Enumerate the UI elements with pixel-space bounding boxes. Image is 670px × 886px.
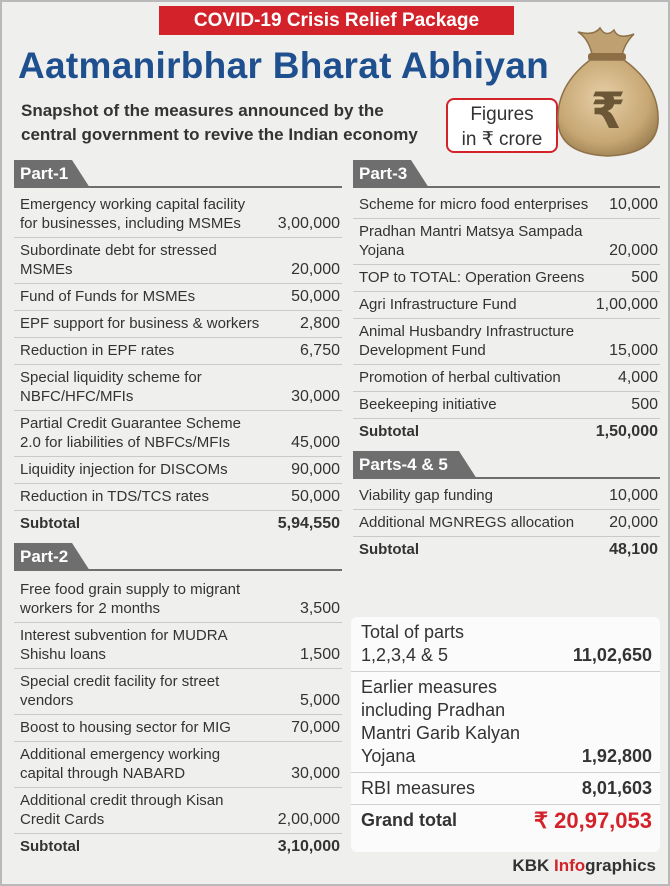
part45-heading: Parts-4 & 5 <box>353 451 459 479</box>
table-row <box>353 510 660 537</box>
credit-line <box>512 856 656 876</box>
table-row <box>14 411 342 457</box>
row-value: 50,000 <box>291 288 340 305</box>
part1-heading: Part-1 <box>14 160 72 188</box>
banner: COVID-19 Crisis Relief Package <box>159 6 514 35</box>
subtotal-label: Subtotal <box>359 423 419 440</box>
row-label: TOP to TOTAL: Operation Greens <box>359 269 585 286</box>
part45-header <box>353 451 660 479</box>
row-label: Additional MGNREGS allocation <box>359 514 575 531</box>
row-label: EPF support for business & workers <box>20 315 260 332</box>
table-row <box>14 577 342 623</box>
row-label: Special credit facility for street vendors <box>20 673 220 709</box>
credit-highlight: Info <box>553 856 586 875</box>
table-row <box>14 192 342 238</box>
part3-header <box>353 160 660 188</box>
rbi-measures-label: RBI measures <box>361 778 476 798</box>
subtotal-label: Subtotal <box>20 838 80 855</box>
grand-total-value: ₹ 20,97,053 <box>534 808 652 833</box>
part45-subtotal <box>353 537 660 563</box>
figures-note <box>446 98 558 153</box>
subtotal-value: 5,94,550 <box>277 515 340 532</box>
table-row <box>353 219 660 265</box>
table-row <box>14 238 342 284</box>
row-label: Reduction in EPF rates <box>20 342 175 359</box>
left-column <box>14 160 342 860</box>
row-value: 5,000 <box>299 692 340 709</box>
total-of-parts-value: 11,02,650 <box>572 645 652 665</box>
row-value: 15,000 <box>609 342 658 359</box>
row-label: Boost to housing sector for MIG <box>20 719 231 736</box>
part3-heading: Part-3 <box>353 160 411 188</box>
table-row <box>14 623 342 669</box>
table-row <box>353 365 660 392</box>
page-title: Aatmanirbhar Bharat Abhiyan <box>18 45 549 86</box>
row-label: Liquidity injection for DISCOMs <box>20 461 228 478</box>
row-value: 70,000 <box>291 719 340 736</box>
part1-subtotal <box>14 511 342 537</box>
row-value: 50,000 <box>291 488 340 505</box>
subtotal-label: Subtotal <box>20 515 80 532</box>
subtotal-value: 1,50,000 <box>595 423 658 440</box>
row-label: Promotion of herbal cultivation <box>359 369 561 386</box>
row-value: 20,000 <box>291 261 340 278</box>
row-label: Pradhan Mantri Matsya Sampada Yojana <box>359 223 583 259</box>
part3-subtotal <box>353 419 660 445</box>
row-label: Reduction in TDS/TCS rates <box>20 488 209 505</box>
table-row <box>14 715 342 742</box>
row-value: 4,000 <box>617 369 658 386</box>
rbi-measures-value: 8,01,603 <box>581 778 652 798</box>
row-value: 2,00,000 <box>277 811 340 828</box>
row-label: Beekeeping initiative <box>359 396 497 413</box>
table-row <box>14 338 342 365</box>
grand-total-row <box>351 805 660 836</box>
subtotal-value: 3,10,000 <box>277 838 340 855</box>
row-label: Additional credit through Kisan Credit Cards <box>20 792 224 828</box>
row-value: 30,000 <box>291 765 340 782</box>
part2-subtotal <box>14 834 342 860</box>
subtotal-label: Subtotal <box>359 541 419 558</box>
table-row <box>14 457 342 484</box>
figures-note-line2: in ₹ crore <box>461 129 543 150</box>
row-value: 20,000 <box>609 242 658 259</box>
row-label: Fund of Funds for MSMEs <box>20 288 196 305</box>
row-label: Special liquidity scheme for NBFC/HFC/MFIs <box>20 369 202 405</box>
row-label: Subordinate debt for stressed MSMEs <box>20 242 217 278</box>
part45-table <box>353 483 660 537</box>
row-value: 2,800 <box>299 315 340 332</box>
row-label: Scheme for micro food enterprises <box>359 196 589 213</box>
row-label: Animal Husbandry Infrastructure Development Fund <box>359 323 575 359</box>
row-value: 10,000 <box>609 196 658 213</box>
table-row <box>14 311 342 338</box>
table-row <box>353 192 660 219</box>
earlier-measures-row <box>351 672 660 773</box>
row-value: 20,000 <box>609 514 658 531</box>
credit-prefix: KBK <box>512 856 554 875</box>
table-row <box>353 292 660 319</box>
part1-header <box>14 160 342 188</box>
row-label: Emergency working capital facility for businesses, including MSMEs <box>20 196 246 232</box>
part2-heading: Part-2 <box>14 543 72 571</box>
table-row <box>353 392 660 419</box>
right-column <box>353 160 660 563</box>
table-row <box>14 669 342 715</box>
subtotal-value: 48,100 <box>609 541 658 558</box>
part2-table <box>14 577 342 834</box>
row-value: 500 <box>631 396 658 413</box>
table-row <box>353 319 660 365</box>
earlier-measures-label: Earlier measures including Pradhan Mantri Garib Kalyan Yojana <box>361 677 521 766</box>
svg-text:₹: ₹ <box>590 82 626 140</box>
row-label: Additional emergency working capital through NABARD <box>20 746 221 782</box>
row-value: 10,000 <box>609 487 658 504</box>
table-row <box>14 788 342 834</box>
credit-suffix: graphics <box>585 856 656 875</box>
row-value: 500 <box>631 269 658 286</box>
page-subtitle: Snapshot of the measures announced by the central government to revive the Indian economy <box>21 101 418 144</box>
figures-note-line1: Figures <box>470 104 534 125</box>
table-row <box>14 742 342 788</box>
part3-table <box>353 192 660 419</box>
table-row <box>14 365 342 411</box>
table-row <box>353 483 660 510</box>
rbi-measures-row <box>351 773 660 805</box>
row-label: Agri Infrastructure Fund <box>359 296 517 313</box>
row-value: 1,00,000 <box>595 296 658 313</box>
row-value: 45,000 <box>291 434 340 451</box>
row-label: Partial Credit Guarantee Scheme 2.0 for liabilities of NBFCs/MFIs <box>20 415 241 451</box>
table-row <box>14 484 342 511</box>
row-value: 30,000 <box>291 388 340 405</box>
part1-table <box>14 192 342 511</box>
table-row <box>14 284 342 311</box>
earlier-measures-value: 1,92,800 <box>581 746 652 766</box>
row-label: Viability gap funding <box>359 487 493 504</box>
row-value: 1,500 <box>299 646 340 663</box>
row-value: 3,00,000 <box>277 215 340 232</box>
totals-box <box>351 617 660 852</box>
row-label: Free food grain supply to migrant workers for 2 months <box>20 581 241 617</box>
total-of-parts-row <box>351 617 660 672</box>
grand-total-label: Grand total <box>361 810 458 830</box>
rupee-money-bag-icon <box>548 24 666 158</box>
total-of-parts-label: Total of parts 1,2,3,4 & 5 <box>361 622 465 665</box>
row-label: Interest subvention for MUDRA Shishu loans <box>20 627 227 663</box>
row-value: 90,000 <box>291 461 340 478</box>
row-value: 6,750 <box>299 342 340 359</box>
row-value: 3,500 <box>299 600 340 617</box>
part2-header <box>14 543 342 571</box>
table-row <box>353 265 660 292</box>
